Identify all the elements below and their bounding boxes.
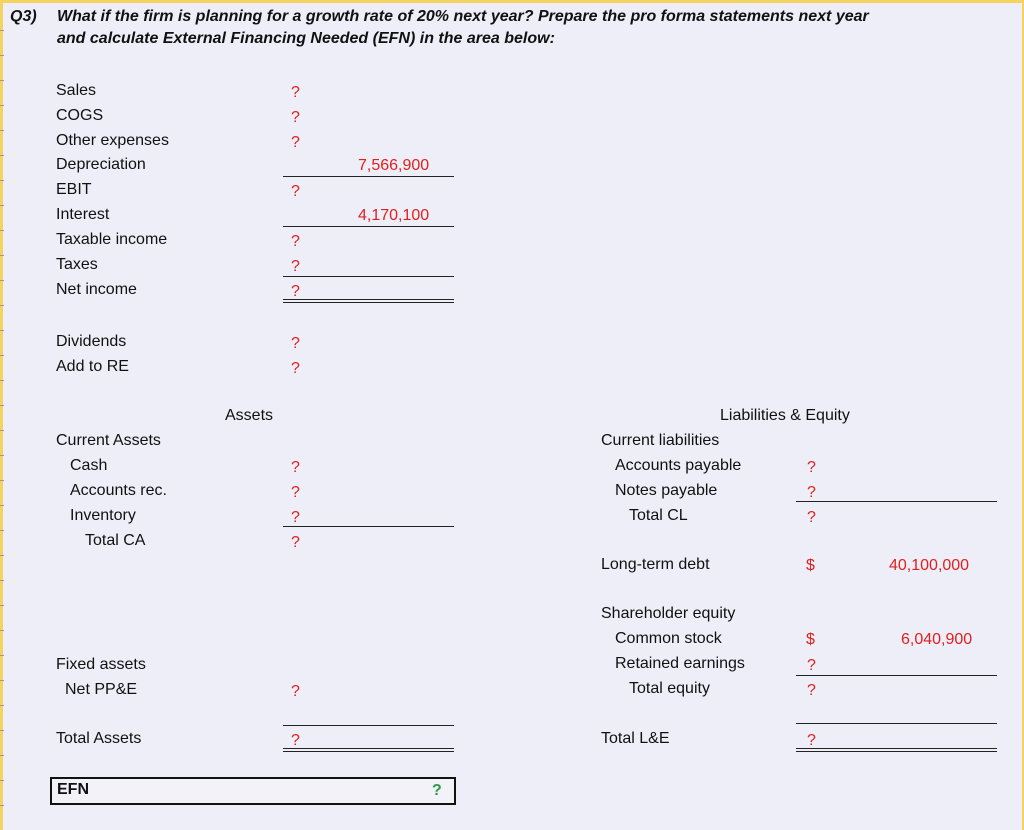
net-income-label: Net income xyxy=(56,281,137,298)
row-tick xyxy=(0,605,4,606)
fixed-assets-label: Fixed assets xyxy=(56,656,146,673)
cash-label: Cash xyxy=(70,457,108,474)
total-le-label: Total L&E xyxy=(601,730,670,747)
ebit-label: EBIT xyxy=(56,181,92,198)
row-tick xyxy=(0,580,4,581)
row-tick xyxy=(0,330,4,331)
total-ca-value[interactable]: ? xyxy=(291,534,300,551)
row-tick xyxy=(0,280,4,281)
row-tick xyxy=(0,205,4,206)
ebit-value[interactable]: ? xyxy=(291,183,300,200)
row-tick xyxy=(0,630,4,631)
common-stock-value[interactable]: 6,040,900 xyxy=(901,631,973,648)
other-expenses-value[interactable]: ? xyxy=(291,134,300,151)
accounts-payable-label: Accounts payable xyxy=(615,457,742,474)
row-tick xyxy=(0,255,4,256)
assets-heading: Assets xyxy=(225,407,274,424)
long-term-debt-value[interactable]: 40,100,000 xyxy=(889,557,970,574)
row-tick xyxy=(0,230,4,231)
efn-box[interactable] xyxy=(50,777,456,805)
sales-label: Sales xyxy=(56,82,97,99)
net-ppe-value[interactable]: ? xyxy=(291,683,300,700)
row-tick xyxy=(0,555,4,556)
question-number: Q3) xyxy=(10,8,37,25)
taxable-income-value[interactable]: ? xyxy=(291,233,300,250)
net-income-value[interactable]: ? xyxy=(291,283,300,300)
row-tick xyxy=(0,155,4,156)
row-tick xyxy=(0,505,4,506)
net-ppe-underline xyxy=(283,725,454,726)
notes-payable-label: Notes payable xyxy=(615,482,718,499)
row-tick xyxy=(0,105,4,106)
accounts-receivable-label: Accounts rec. xyxy=(70,482,167,499)
row-tick xyxy=(0,130,4,131)
total-le-value[interactable]: ? xyxy=(807,732,816,749)
other-expenses-label: Other expenses xyxy=(56,132,169,149)
total-assets-value[interactable]: ? xyxy=(291,732,300,749)
common-stock-currency: $ xyxy=(806,631,815,648)
total-equity-value[interactable]: ? xyxy=(807,682,816,699)
row-tick xyxy=(0,180,4,181)
net-ppe-label: Net PP&E xyxy=(65,681,138,698)
retained-earnings-underline xyxy=(796,675,997,676)
efn-label: EFN xyxy=(57,781,89,798)
common-stock-label: Common stock xyxy=(615,630,722,647)
sheet-top-border xyxy=(0,0,1024,3)
question-line-1: What if the firm is planning for a growth rate of 20% next year? Prepare the pro forma statements next year xyxy=(57,8,869,25)
retained-earnings-label: Retained earnings xyxy=(615,655,745,672)
row-tick xyxy=(0,705,4,706)
depreciation-value[interactable]: 7,566,900 xyxy=(358,157,430,174)
row-tick xyxy=(0,455,4,456)
row-tick xyxy=(0,405,4,406)
total-cl-label: Total CL xyxy=(629,507,688,524)
interest-value[interactable]: 4,170,100 xyxy=(358,207,430,224)
depreciation-underline xyxy=(283,176,454,177)
net-income-double-underline xyxy=(283,299,454,303)
row-tick xyxy=(0,380,4,381)
cogs-label: COGS xyxy=(56,107,104,124)
interest-underline xyxy=(283,226,454,227)
total-le-double-underline xyxy=(796,748,997,752)
row-tick xyxy=(0,780,4,781)
cash-value[interactable]: ? xyxy=(291,459,300,476)
row-tick xyxy=(0,530,4,531)
cogs-value[interactable]: ? xyxy=(291,109,300,126)
total-ca-label: Total CA xyxy=(85,532,146,549)
notes-payable-underline xyxy=(796,501,997,502)
taxes-label: Taxes xyxy=(56,256,98,273)
taxes-value[interactable]: ? xyxy=(291,258,300,275)
retained-earnings-value[interactable]: ? xyxy=(807,657,816,674)
row-tick xyxy=(0,680,4,681)
accounts-payable-value[interactable]: ? xyxy=(807,459,816,476)
row-tick xyxy=(0,80,4,81)
add-to-re-label: Add to RE xyxy=(56,358,129,375)
total-cl-value[interactable]: ? xyxy=(807,509,816,526)
notes-payable-value[interactable]: ? xyxy=(807,484,816,501)
row-tick xyxy=(0,30,4,31)
long-term-debt-label: Long-term debt xyxy=(601,556,710,573)
accounts-receivable-value[interactable]: ? xyxy=(291,484,300,501)
shareholder-equity-label: Shareholder equity xyxy=(601,605,736,622)
add-to-re-value[interactable]: ? xyxy=(291,360,300,377)
efn-value[interactable]: ? xyxy=(432,782,442,799)
row-tick xyxy=(0,55,4,56)
row-tick xyxy=(0,655,4,656)
inventory-value[interactable]: ? xyxy=(291,509,300,526)
current-liabilities-label: Current liabilities xyxy=(601,432,720,449)
row-tick xyxy=(0,755,4,756)
dividends-value[interactable]: ? xyxy=(291,335,300,352)
total-equity-underline xyxy=(796,723,997,724)
row-tick xyxy=(0,305,4,306)
total-assets-label: Total Assets xyxy=(56,730,142,747)
sales-value[interactable]: ? xyxy=(291,84,300,101)
current-assets-label: Current Assets xyxy=(56,432,161,449)
row-tick xyxy=(0,480,4,481)
row-tick xyxy=(0,430,4,431)
interest-label: Interest xyxy=(56,206,110,223)
row-tick xyxy=(0,730,4,731)
row-tick xyxy=(0,805,4,806)
taxable-income-label: Taxable income xyxy=(56,231,168,248)
row-tick xyxy=(0,355,4,356)
inventory-underline xyxy=(283,526,454,527)
depreciation-label: Depreciation xyxy=(56,156,146,173)
question-line-2: and calculate External Financing Needed (EFN) in the area below: xyxy=(57,30,555,47)
total-assets-double-underline xyxy=(283,748,454,752)
dividends-label: Dividends xyxy=(56,333,127,350)
total-equity-label: Total equity xyxy=(629,680,710,697)
long-term-debt-currency: $ xyxy=(806,557,815,574)
question-header xyxy=(10,6,869,50)
liabilities-equity-heading: Liabilities & Equity xyxy=(720,407,850,424)
taxes-underline xyxy=(283,276,454,277)
inventory-label: Inventory xyxy=(70,507,136,524)
